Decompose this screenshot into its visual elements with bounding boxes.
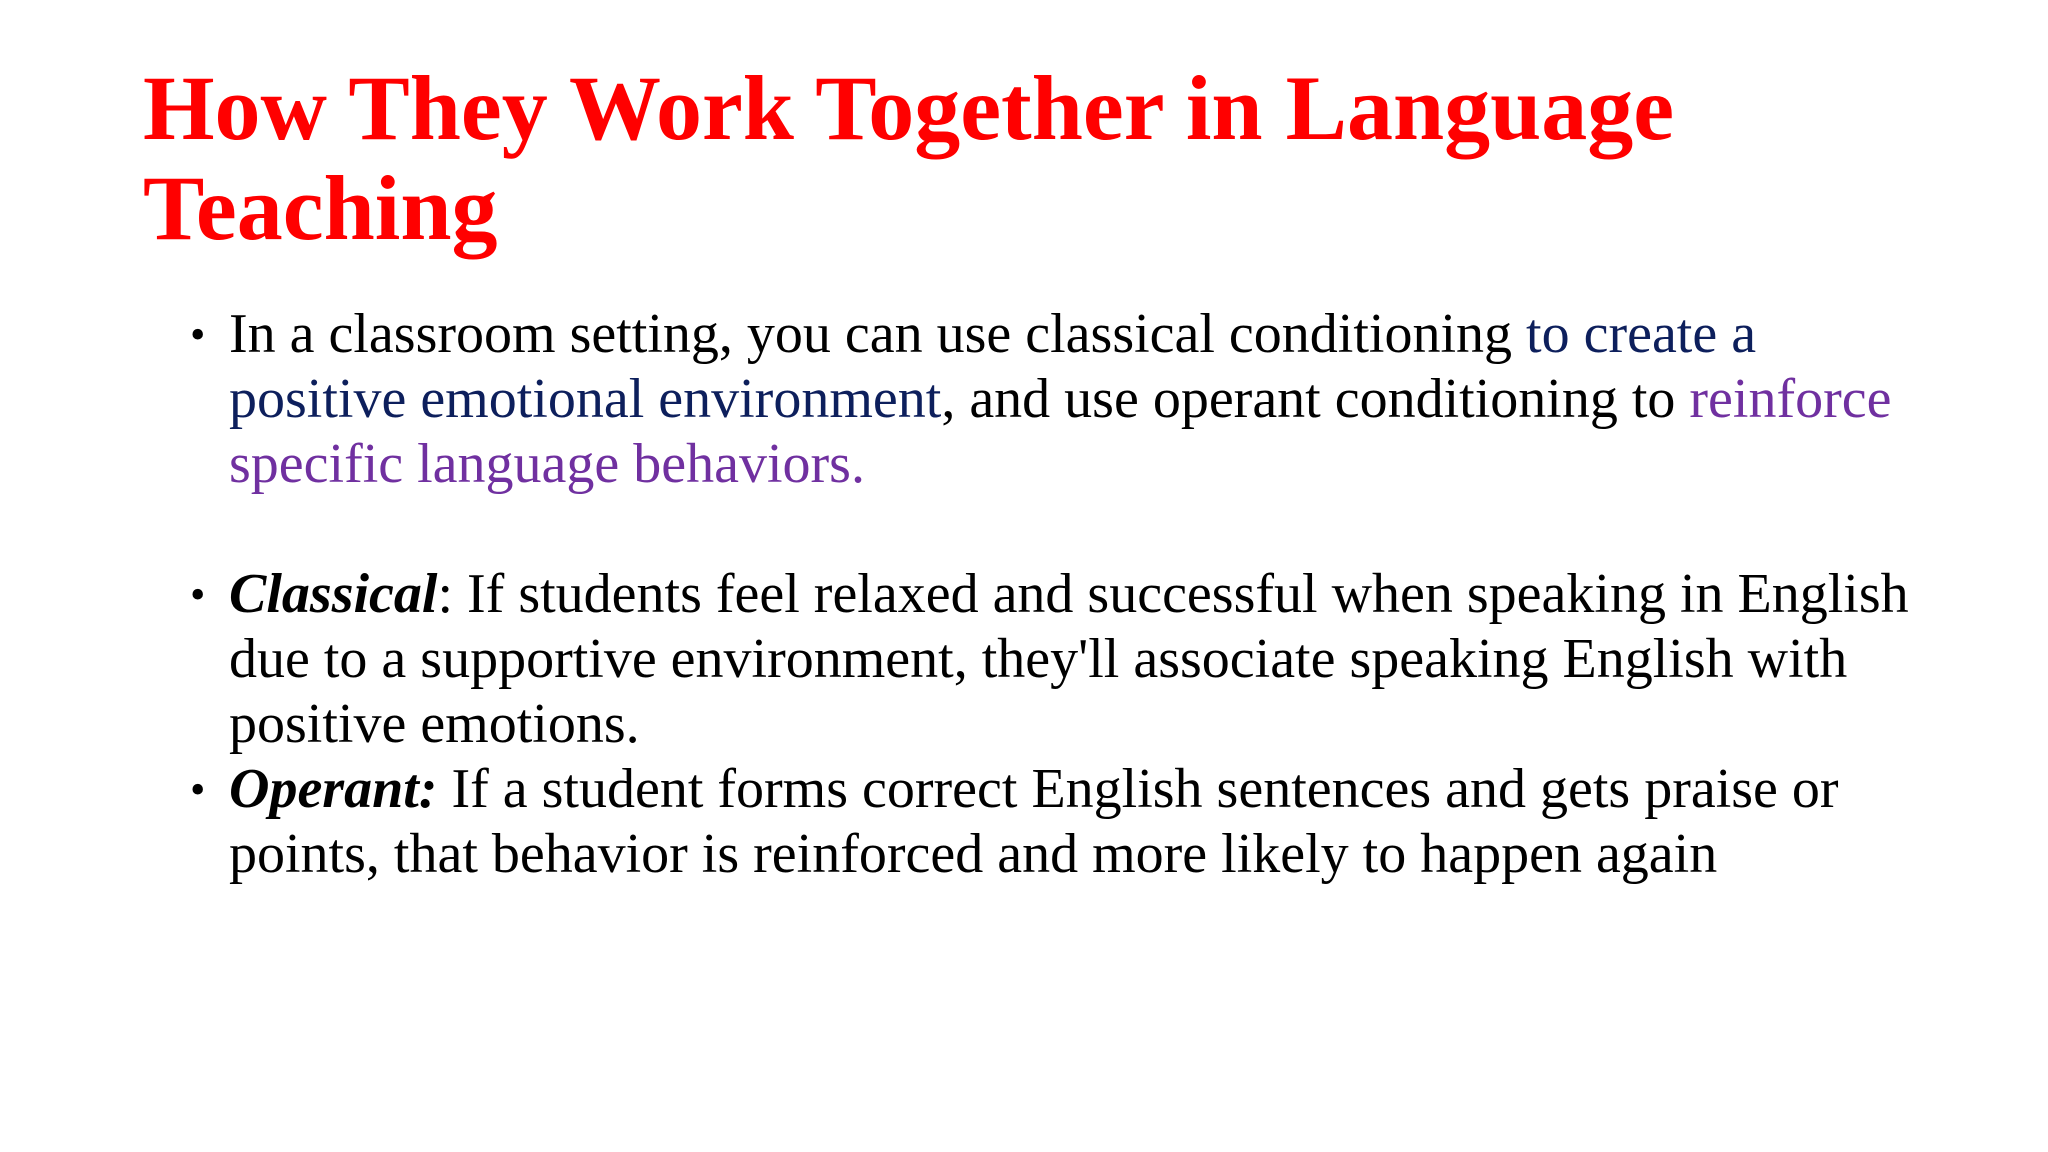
bullet-text: , and use operant conditioning to <box>941 368 1690 430</box>
highlight-language-behaviors: reinforce specific language behaviors. <box>229 368 1892 495</box>
highlight-emotional-environment: to create a positive emotional environment <box>229 303 1757 430</box>
bullet-item-operant <box>0 757 1944 887</box>
bullet-marker: • <box>190 310 206 359</box>
bullet-text: If a student forms correct English sentences and gets praise or points, that behavior is reinforced and more likely to happen again <box>229 758 1839 885</box>
bullet-marker: • <box>190 765 206 814</box>
spacer <box>0 497 2048 562</box>
bullet-marker: • <box>190 570 206 619</box>
slide-title: How They Work Together in Language Teaching <box>143 57 1675 259</box>
term-operant: Operant: <box>229 758 438 820</box>
bullet-text: : If students feel relaxed and successful when speaking in English due to a supportive environment, they'll associate speaking English with positive emotions. <box>229 563 1909 755</box>
bullet-item-combined <box>0 302 1944 497</box>
bullet-item-classical <box>0 562 1944 757</box>
bullet-text: In a classroom setting, you can use classical conditioning <box>229 303 1527 365</box>
bullet-list <box>0 302 2048 887</box>
term-classical: Classical <box>229 563 438 625</box>
